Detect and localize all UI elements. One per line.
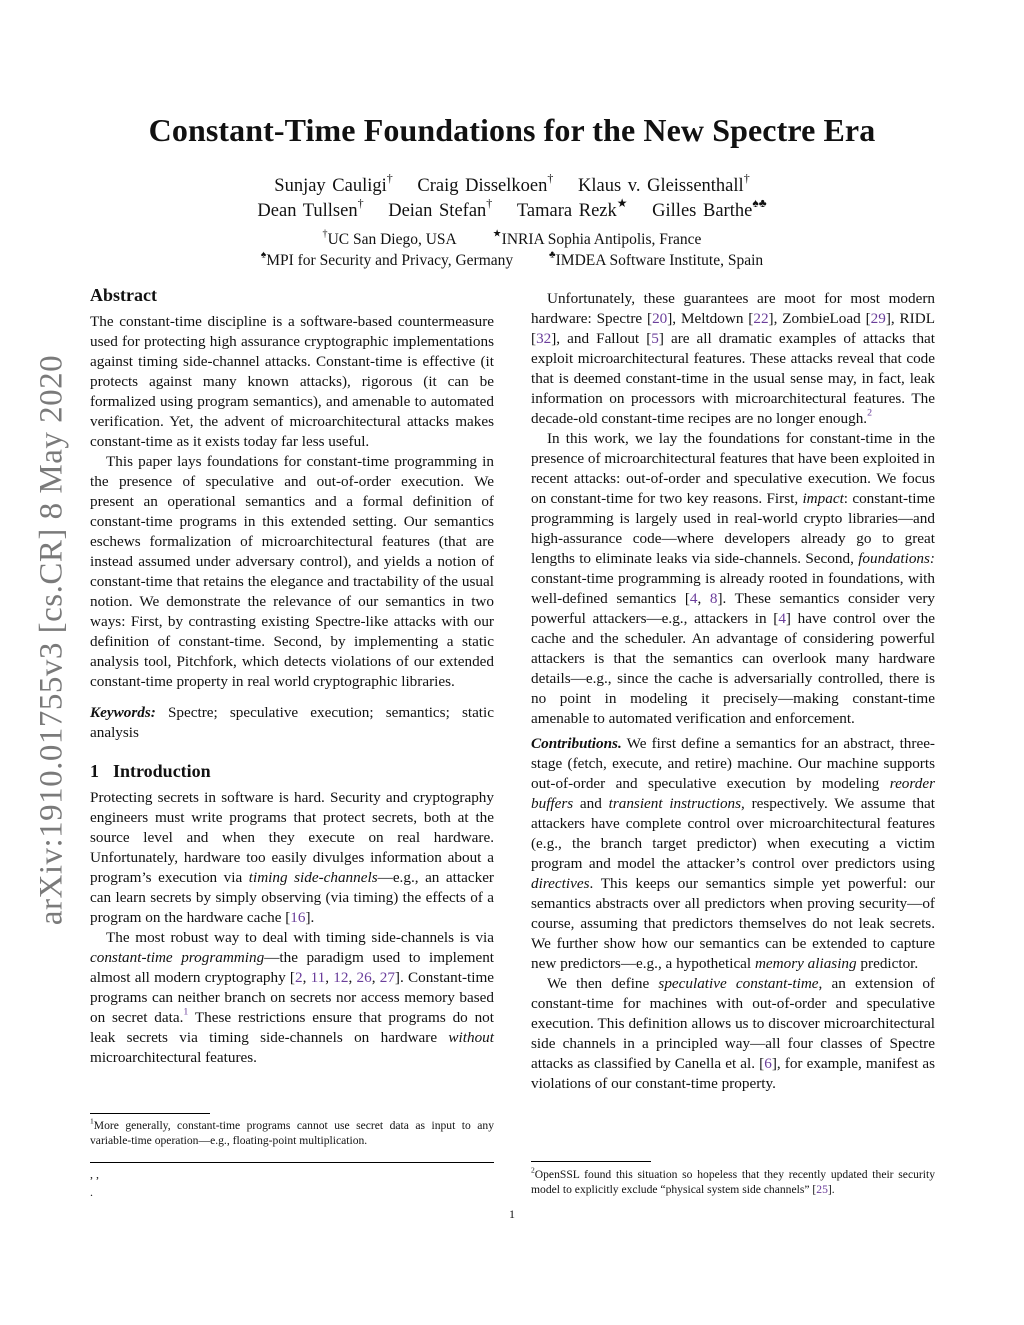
right-paragraph-2: In this work, we lay the foundations for constant-time in the presence of microarchitectural features that have been exploited in recent attacks: out-of-order and speculative execution. We focus on constant-time for two key reasons. First, impact: constant-time programming is largely used in real-world crypto libraries—and high-assurance code—where developers already go to great lengths to eliminate leaks via side-channels. Second, foundations: constant-time programming is already rooted in foundations, with well-defined semantics [4, 8]. These semantics consider very powerful attackers—e.g., attackers in [4] have control over the cache and the scheduler. An advantage of considering powerful attackers is that the semantics can overlook many hardware details—e.g., since the cache is adversarially controlled, there is no point in modeling it precisely—making constant-time amenable to automated verification and enforcement. <box>531 430 936 727</box>
introduction-heading: 1 Introduction <box>90 761 211 781</box>
intro-paragraph-2: The most robust way to deal with timing side-channels is via constant-time programming—the paradigm used to implement almost all modern cryptography [2, 11, 12, 26, 27]. Constant-time programs can neither branch on secrets nor access memory based on secret data.$^1$ These restrictions ensure that programs do not leak secrets via timing side-channels on hardware without microarchitectural features. <box>90 929 495 1066</box>
keywords-label: Keywords: <box>90 704 156 721</box>
affiliation: ♣IMDEA Software Institute, Spain <box>549 249 764 269</box>
abstract-paragraph-2: This paper lays foundations for constant-time programming in the presence of speculative and out-of-order execution. We present an operational semantics and a formal definition of constant-time programs in this extended setting. Our semantics eschews formalization of microarchitectural features (that are instead assumed under adversary control), and yields a notion of constant-time that retains the elegance and tractability of the usual notion. We demonstrate the relevance of our semantics in two ways: First, by contrasting existing Spectre-like attacks with our definition of constant-time. Second, by implementing a static analysis tool, Pitchfork, which detects violations of our extended constant-time property in real world cryptographic libraries. <box>90 453 494 690</box>
arxiv-stamp-text: arXiv:1910.01755v3 [cs.CR] 8 May 2020 <box>33 354 70 926</box>
author-row-2 <box>0 195 1024 222</box>
keywords-text: Spectre; speculative execution; semantics; static analysis <box>90 704 494 741</box>
footnote-rule <box>90 1113 210 1114</box>
citation-link[interactable]: 26 <box>356 969 372 986</box>
citation-link[interactable]: 16 <box>290 909 306 926</box>
citation-link[interactable]: 22 <box>753 310 769 327</box>
right-paragraph-4: We then define speculative constant-time, an extension of constant-time for machines with out-of-order and speculative execution. This definition allows us to discover microarchitectural side channels in a principled way—all four classes of Spectre attacks as classified by Canella et al. [6], for example, manifest as violations of our constant-time property. <box>531 975 935 1092</box>
author: Craig Disselkoen† <box>417 170 554 196</box>
affiliation: †UC San Diego, USA <box>322 228 457 248</box>
author: Klaus v. Gleissenthall† <box>578 170 750 196</box>
citation-link[interactable]: 12 <box>333 969 349 986</box>
keywords <box>90 703 494 743</box>
abstract-paragraph-1: The constant-time discipline is a software-based countermeasure used for protecting high assurance cryptographic implementations against timing side-channel attacks. Constant-time is effective (it protects against many known attacks), rigorous (it can be formalized using program semantics), and amenable to automated verification. Yet, the advent of microarchitectural attacks makes constant-time as it exists today far less useful. <box>90 313 494 450</box>
author: Gilles Barthe♠♣ <box>652 195 767 221</box>
left-column <box>90 285 494 1068</box>
citation-link[interactable]: 29 <box>870 310 886 327</box>
footnote-link[interactable]: 2 <box>867 407 873 419</box>
affiliation: ★INRIA Sophia Antipolis, France <box>492 228 702 248</box>
citation-link[interactable]: 8 <box>709 590 718 607</box>
copyright-rule <box>90 1162 494 1163</box>
footnote-link[interactable]: 1 <box>183 1006 189 1018</box>
affiliation-row-1 <box>0 228 1024 249</box>
author: Tamara Rezk★ <box>516 195 628 221</box>
author: Sunjay Cauligi† <box>274 170 393 196</box>
intro-paragraph-1: Protecting secrets in software is hard. Security and cryptography engineers must write programs that protect secrets, both at the source level and when they execute on real hardware. Unfortunately, hardware too easily divulges information about a program’s execution via timing side-channels—e.g., an attacker can learn secrets by simply observing (via timing) the effects of a program on the hardware cache [16]. <box>90 789 494 926</box>
author: Dean Tullsen† <box>257 195 364 221</box>
right-column <box>531 289 935 1094</box>
copyright-mark-2: . <box>90 1185 93 1199</box>
citation-link[interactable]: 11 <box>310 969 326 986</box>
citation-link[interactable]: 2 <box>295 969 303 986</box>
author: Deian Stefan† <box>388 195 493 221</box>
paper-title: Constant-Time Foundations for the New Spectre Era <box>148 112 876 148</box>
contributions-paragraph: Contributions. We first define a semantics for an abstract, three-stage (fetch, execute, and retire) machine. Our machine supports out-of-order and speculative execution by modeling reorder buffers and transient instructions, respectively. We assume that attackers have complete control over microarchitectural features (e.g., the branch target predictor) when executing a victim program and model the attacker’s control over predictors using directives. This keeps our semantics simple yet powerful: our semantics abstracts over all predictors when proving security—of course, assuming that predictors themselves do not leak secrets. We further show how our semantics can be extended to capture new predictors—e.g., a hypothetical memory aliasing predictor. <box>531 735 935 972</box>
right-paragraph-1: Unfortunately, these guarantees are moot for most modern hardware: Spectre [20], Meltdown [22], ZombieLoad [29], RIDL [32], and Fallout [5] are all dramatic examples of attacks that exploit microarchitectural features. These attacks reveal that code that is deemed constant-time in the usual sense may, in fact, leak information on processors with microarchitectural features. The decade-old constant-time recipes are no longer enough.$^2$ <box>531 290 936 427</box>
citation-link[interactable]: 32 <box>536 330 552 347</box>
contributions-heading: Contributions. <box>531 735 622 752</box>
author-row-1 <box>0 170 1024 197</box>
citation-link[interactable]: 4 <box>778 610 786 627</box>
citation-link[interactable]: 20 <box>652 310 668 327</box>
citation-link[interactable]: 4 <box>689 590 698 607</box>
copyright-mark-1: , , <box>90 1167 99 1181</box>
affiliation-row-2 <box>0 249 1024 270</box>
citation-link[interactable]: 5 <box>651 330 659 347</box>
affiliation: ♠MPI for Security and Privacy, Germany <box>260 249 514 269</box>
footnote-rule <box>531 1161 651 1162</box>
citation-link[interactable]: 27 <box>379 969 395 986</box>
footnote-1: $^1$More generally, constant-time programs cannot use secret data as input to any variable-time operation—e.g., floating-point multiplication. <box>90 1116 494 1147</box>
abstract-heading: Abstract <box>90 285 157 305</box>
citation-link[interactable]: 25 <box>816 1183 828 1196</box>
footnote-2: $^2$OpenSSL found this situation so hopeless that they recently updated their security model to explicitly exclude “physical system side channels” [25]. <box>531 1165 935 1196</box>
citation-link[interactable]: 6 <box>764 1055 772 1072</box>
page-number: 1 <box>509 1207 515 1221</box>
